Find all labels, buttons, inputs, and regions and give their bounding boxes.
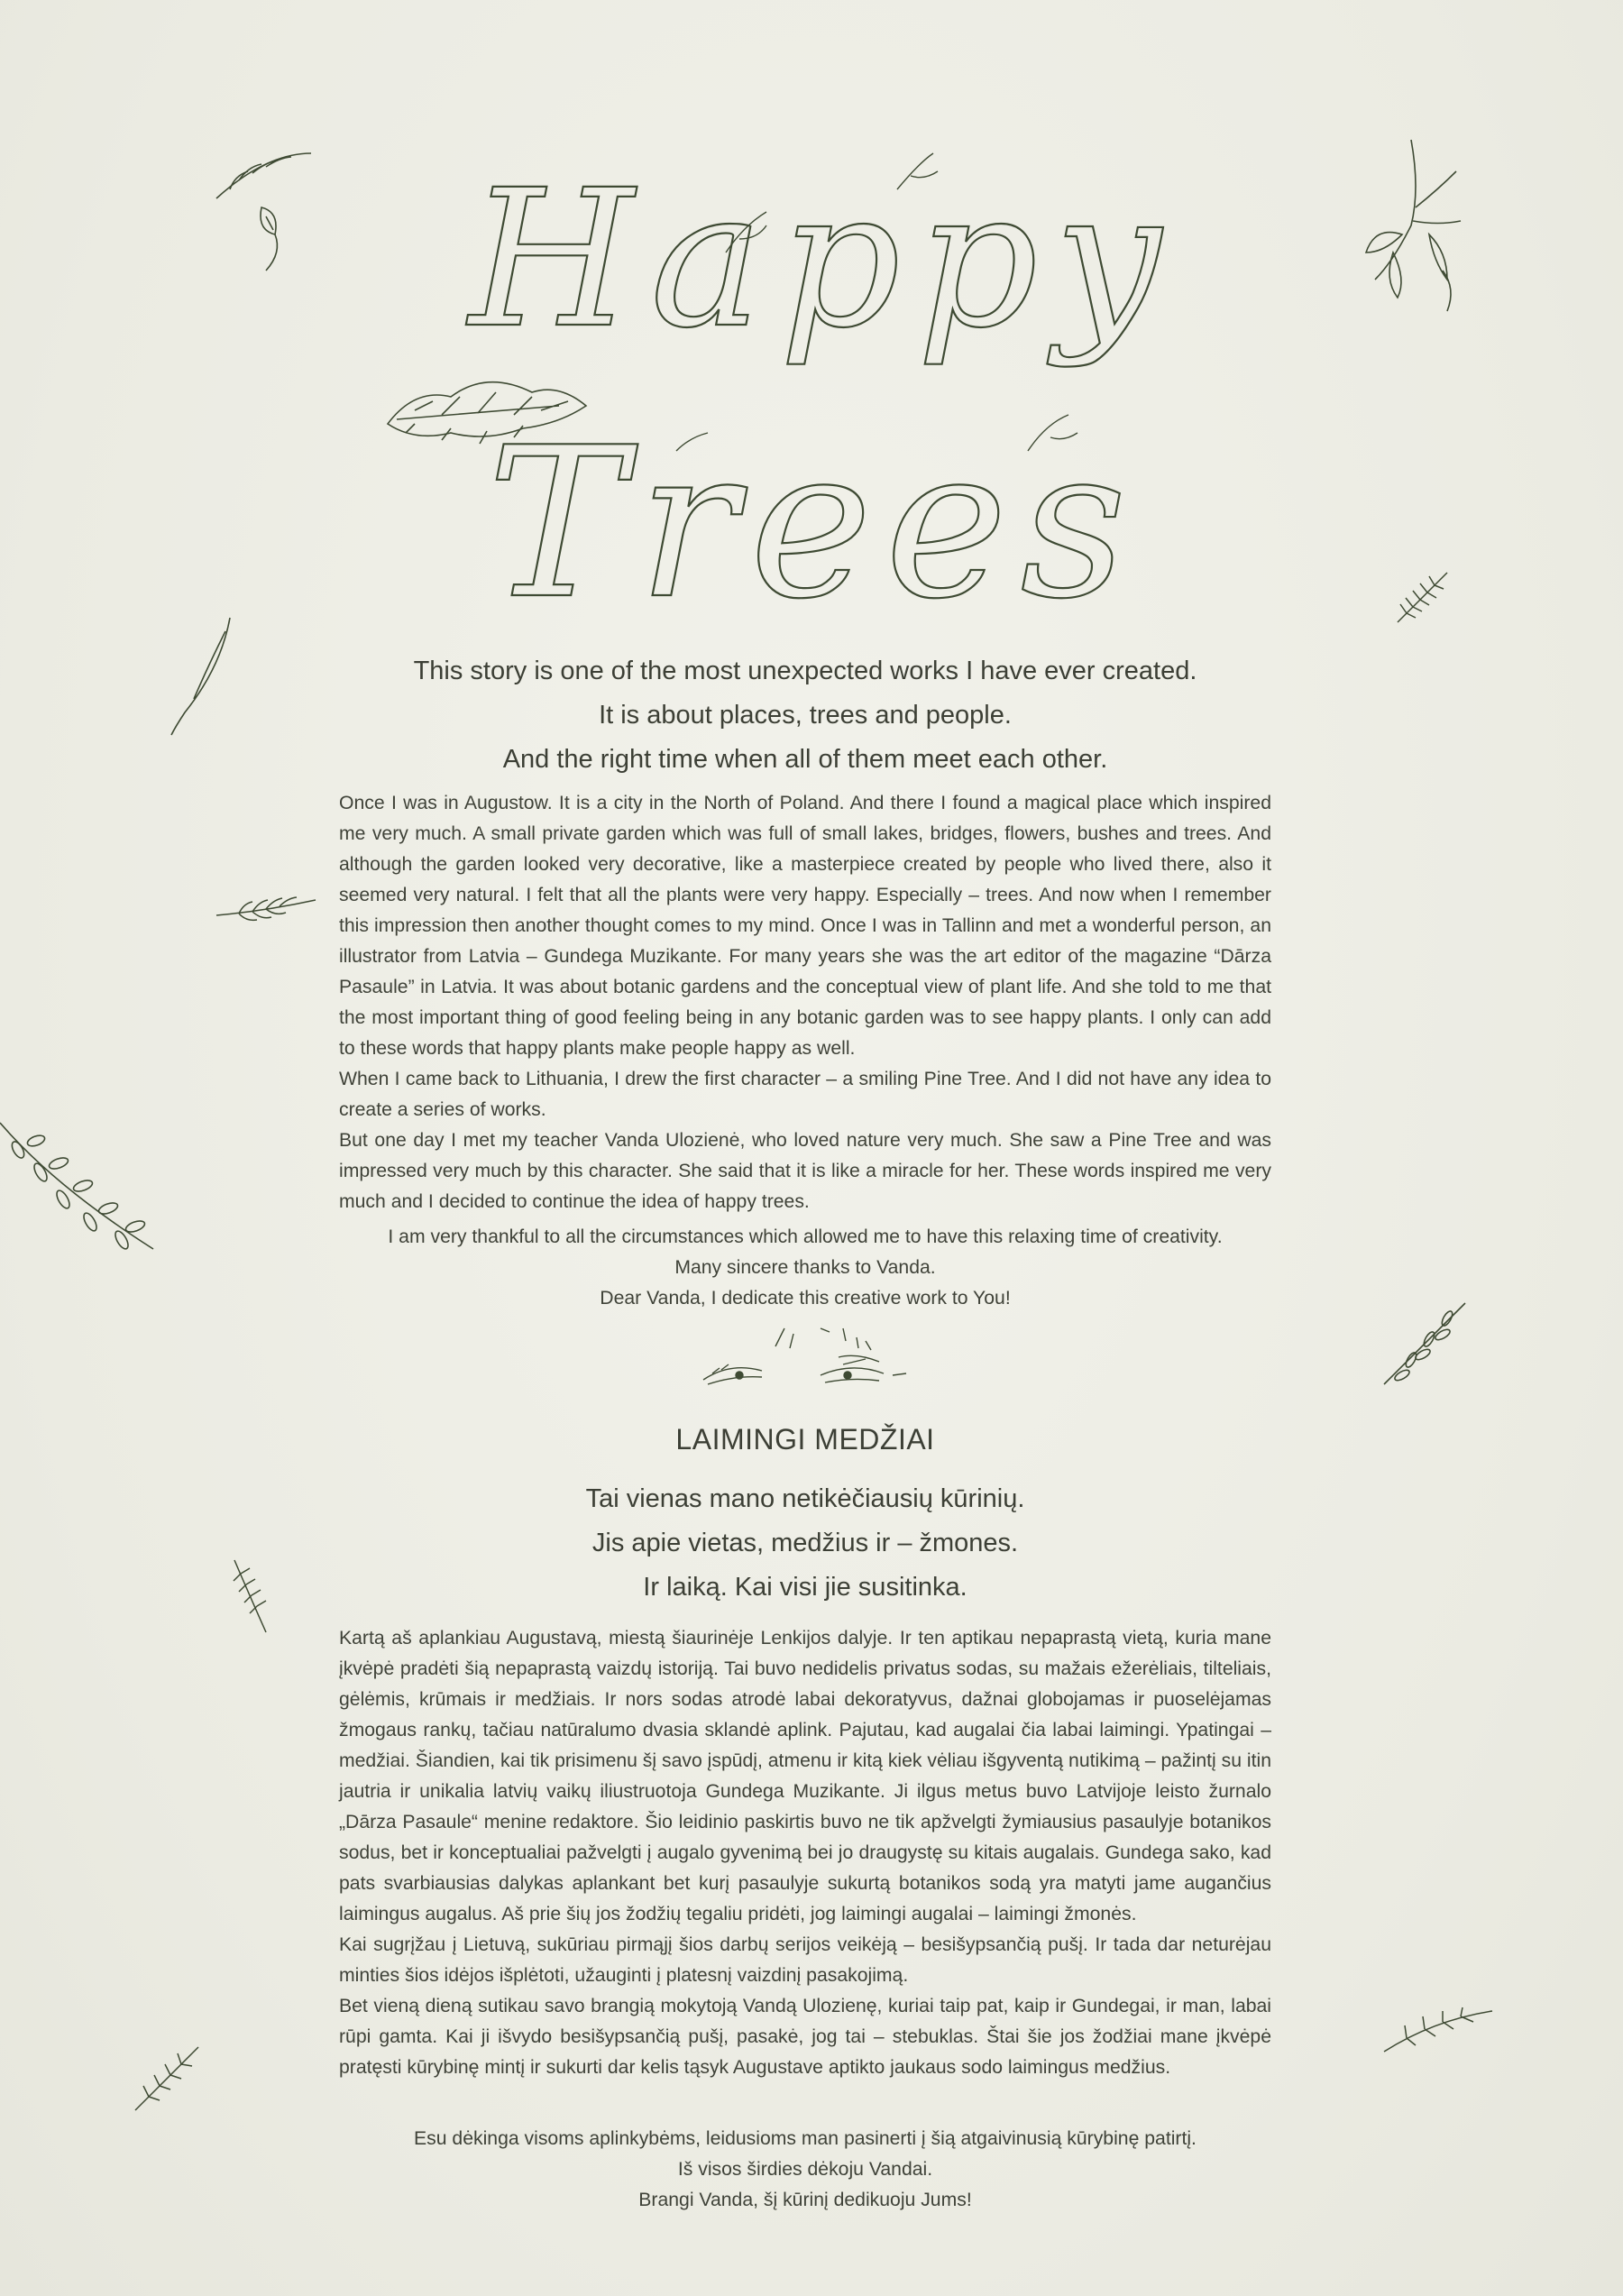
intro-line: It is about places, trees and people. [599,701,1012,730]
thanks-line: I am very thankful to all the circumstances which allowed me to have this relaxing time of creativity. [388,1226,1223,1247]
thanks-line: Dear Vanda, I dedicate this creative work to You! [600,1288,1011,1309]
lithuanian-thanks [339,2124,1271,2216]
fern-icon [230,1556,275,1637]
thanks-line: Brangi Vanda, šį kūrinį dedikuoju Jums! [638,2190,972,2210]
title-line-2: Trees [487,404,1140,622]
paragraph: But one day I met my teacher Vanda Ulozienė, who loved nature very much. She saw a Pine Tree and was impressed very much by this character. She said that it is like a miracle for her. These words inspired me very much and I decided to continue the idea of happy trees. [339,1130,1271,1212]
paragraph: Once I was in Augustow. It is a city in the North of Poland. And there I found a magical place which inspired me very much. A small private garden which was full of small lakes, bridges, flowers, bushes and trees. And although the garden looked very decorative, like a masterpiece created by people who lived there, also it seemed very natural. I felt that all the plants were very happy. Especially – trees. And now when I remember this impression then another thought comes to my mind. Once I was in Tallinn and met a wonderful person, an illustrator from Latvia – Gundega Muzikante. For many years she was the art editor of the magazine “Dārza Pasaule” in Latvia. It was about botanic gardens and the conceptual view of plant life. And she told to me that the most important thing of good feeling being in any botanic garden was to see happy plants. I only can add to these words that happy plants make people happy as well. [339,793,1271,1059]
intro-line: Ir laiką. Kai visi jie susitinka. [643,1573,967,1602]
lithuanian-heading: LAIMINGI MEDŽIAI [675,1423,935,1456]
intro-line: This story is one of the most unexpected works I have ever created. [413,657,1197,685]
english-intro [339,649,1271,782]
intro-line: Tai vienas mano netikėčiausių kūrinių. [585,1484,1025,1513]
title-line-1: Happy [469,149,1172,370]
english-thanks [339,1222,1271,1314]
branch-icon [1357,135,1465,316]
smiling-eyes-icon [685,1321,920,1402]
lithuanian-body [339,1623,1271,2083]
paragraph: Bet vieną dieną sutikau savo brangią mokytoją Vandą Ulozienę, kuriai taip pat, kaip ir Gundegai, ir man, labai rūpi gamta. Kai ji išvydo besišypsančią pušį, pasakė, jog tai – stebuklas. Štai šie jos žodžiai mane įkvėpė pratęsti kūrybinę mintį ir sukurti dar kelis tąsyk Augustave aptikto jaukaus sodo laimingus medžius. [339,1996,1271,2078]
paragraph: Kartą aš aplankiau Augustavą, miestą šiaurinėje Lenkijos dalyje. Ir ten aptikau nepaprastą vietą, kuria mane įkvėpė pradėti šią nepaprastą vaizdų istoriją. Tai buvo nedidelis privatus sodas, su mažais ežerėliais, tilteliais, gėlėmis, krūmais ir medžiais. Ir nors sodas atrodė labai dekoratyvus, dažnai globojamas ir puoselėjamas žmogaus rankų, tačiau natūralumo dvasia sklandė aplink. Pajutau, kad augalai čia labai laimingi. Ypatingai – medžiai. Šiandien, kai tik prisimenu šį savo įspūdį, atmenu ir kitą kiek vėliau išgyventą nutikimą – pažintį su itin jautria ir unikalia latvių vaikų iliustruotoja Gundega Muzikante. Ji ilgus metus buvo Latvijoje leisto žurnalo „Dārza Pasaule“ menine redaktore. Šio leidinio paskirtis buvo ne tik apžvelgti žymiausius pasaulyje botanikos sodus, bet ir konceptualiai pažvelgti į augalo gyvenimą bei jo draugystę su kitais augalais. Gundega sako, kad pats svarbiausias dalykas aplankant bet kurį pasaulyje sukurtą botanikos sodą yra matyti jame augančius laimingus augalus. Aš prie šių jos žodžių tegaliu pridėti, jog laimingi augalai – laimingi žmonės. [339,1628,1271,1924]
english-body [339,788,1271,1217]
olive-branch-icon [0,1114,162,1276]
thanks-line: Many sincere thanks to Vanda. [674,1257,936,1278]
leaf-sprig-icon [212,144,320,271]
leaf-icon [167,613,239,739]
fern-icon [1380,2002,1497,2056]
thanks-line: Esu dėkinga visoms aplinkybėms, leidusioms man pasinerti į šią atgaivinusią kūrybinę patirtį. [414,2128,1197,2149]
fern-icon [131,2043,203,2115]
olive-branch-icon [1380,1299,1470,1389]
fern-icon [212,893,320,929]
lithuanian-intro [339,1477,1271,1610]
paragraph: Kai sugrįžau į Lietuvą, sukūriau pirmąjį šios darbų serijos veikėją – besišypsančią pušį. Ir tada dar neturėjau minties šios idėjos išplėtoti, užauginti į platesnį vaizdinį pasakojimą. [339,1934,1271,1986]
title-artwork [379,126,1172,622]
paragraph: When I came back to Lithuania, I drew the first character – a smiling Pine Tree. And I did not have any idea to create a series of works. [339,1069,1271,1120]
thanks-line: Iš visos širdies dėkoju Vandai. [677,2159,933,2180]
intro-line: And the right time when all of them meet each other. [502,745,1108,774]
intro-line: Jis apie vietas, medžius ir – žmones. [591,1529,1019,1557]
fern-icon [1393,564,1456,627]
